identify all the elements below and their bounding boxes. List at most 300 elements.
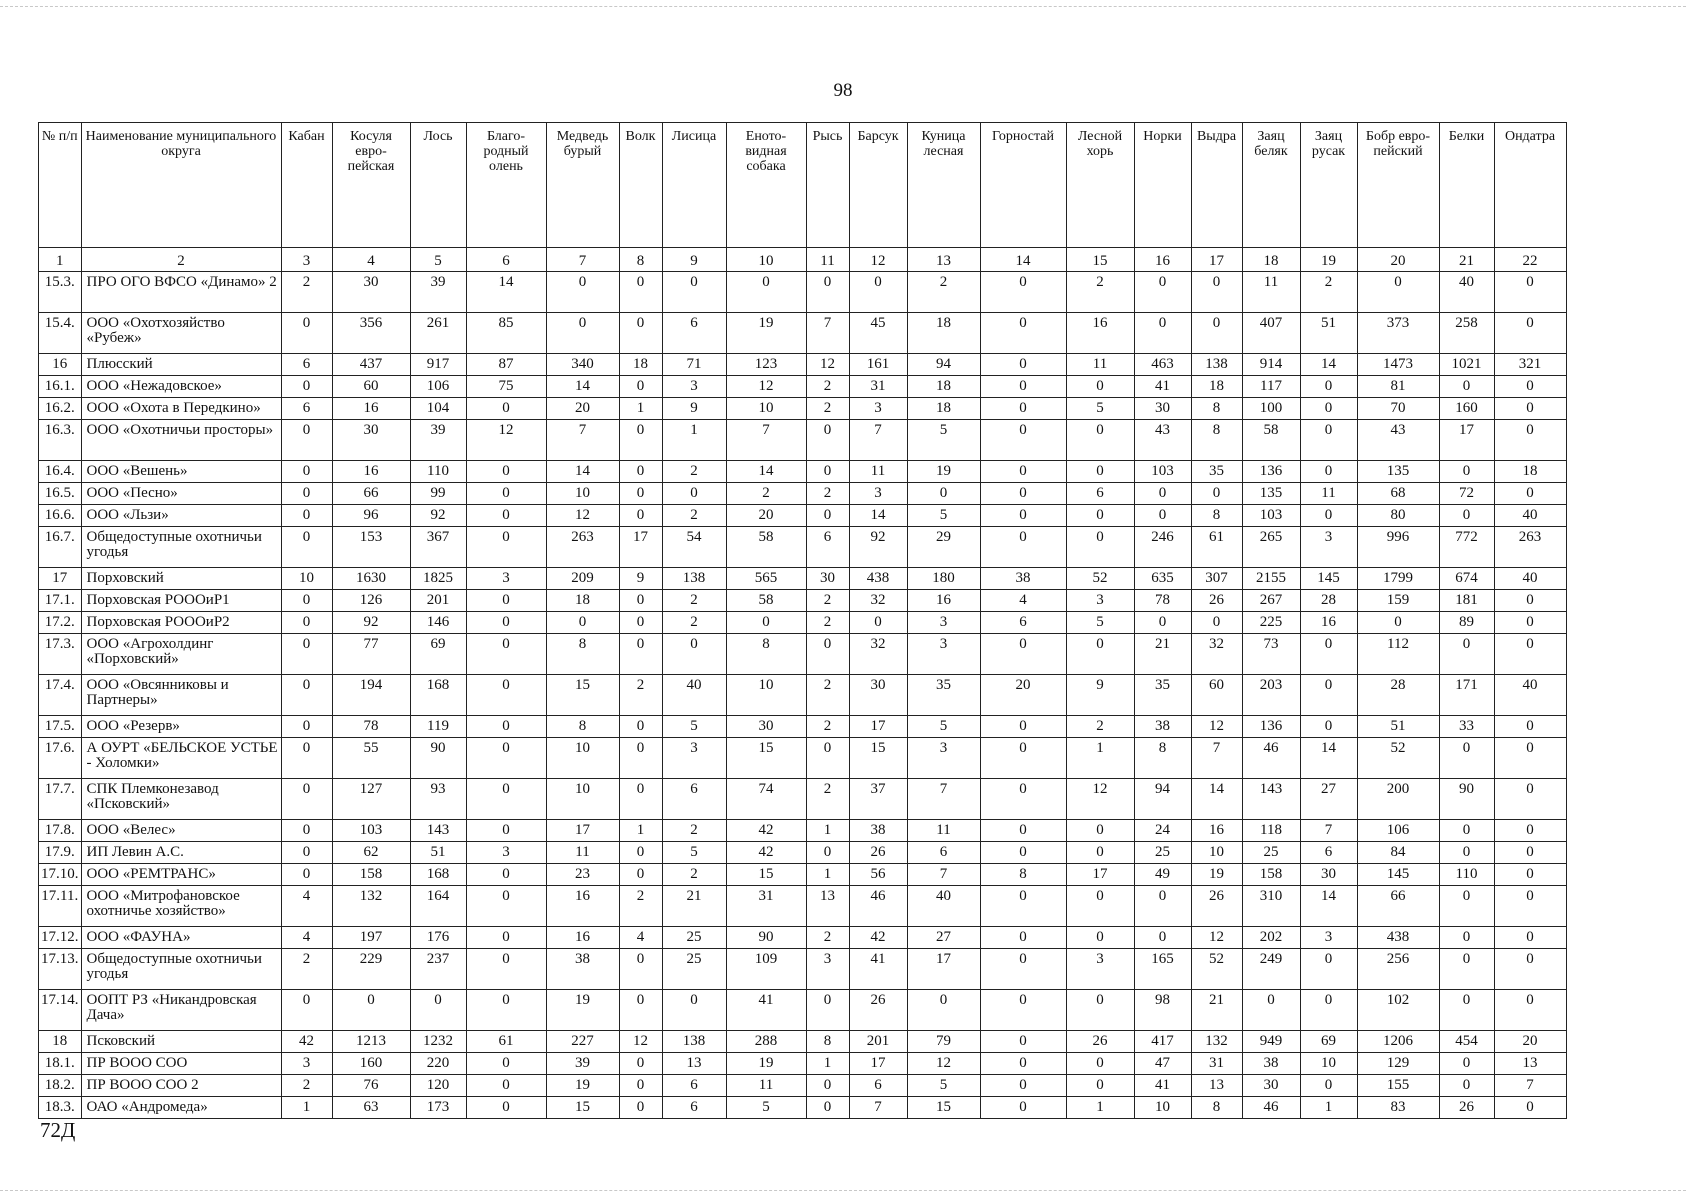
cell-value: 0 bbox=[1066, 820, 1134, 842]
cell-value: 0 bbox=[1439, 949, 1494, 990]
cell-value: 21 bbox=[1191, 990, 1242, 1031]
cell-value: 2155 bbox=[1242, 568, 1300, 590]
cell-value: 38 bbox=[849, 820, 907, 842]
cell-value: 32 bbox=[849, 634, 907, 675]
cell-value: 7 bbox=[849, 1097, 907, 1119]
cell-value: 0 bbox=[980, 820, 1066, 842]
cell-value: 60 bbox=[332, 376, 410, 398]
cell-value: 112 bbox=[1357, 634, 1439, 675]
cell-value: 17 bbox=[619, 527, 662, 568]
column-number: 5 bbox=[410, 248, 466, 272]
cell-value: 2 bbox=[1300, 272, 1357, 313]
cell-value: 159 bbox=[1357, 590, 1439, 612]
column-header: Бобр евро-пейский bbox=[1357, 123, 1439, 248]
cell-value: 18 bbox=[907, 313, 980, 354]
cell-value: 12 bbox=[1191, 927, 1242, 949]
cell-value: 11 bbox=[1066, 354, 1134, 376]
cell-value: 10 bbox=[726, 675, 806, 716]
cell-value: 54 bbox=[662, 527, 726, 568]
cell-value: 0 bbox=[619, 779, 662, 820]
cell-value: 0 bbox=[546, 272, 619, 313]
cell-value: 60 bbox=[1191, 675, 1242, 716]
cell-value: 100 bbox=[1242, 398, 1300, 420]
column-number: 19 bbox=[1300, 248, 1357, 272]
cell-value: 30 bbox=[332, 420, 410, 461]
cell-value: 180 bbox=[907, 568, 980, 590]
cell-value: 0 bbox=[1300, 461, 1357, 483]
cell-value: 7 bbox=[907, 864, 980, 886]
cell-value: 0 bbox=[1300, 716, 1357, 738]
cell-value: 0 bbox=[619, 505, 662, 527]
cell-value: 39 bbox=[546, 1053, 619, 1075]
cell-value: 17 bbox=[849, 1053, 907, 1075]
cell-value: 4 bbox=[281, 886, 332, 927]
table-row bbox=[39, 886, 1567, 927]
row-id: 18 bbox=[39, 1031, 82, 1053]
cell-value: 143 bbox=[410, 820, 466, 842]
cell-value: 8 bbox=[546, 716, 619, 738]
row-id: 16 bbox=[39, 354, 82, 376]
cell-value: 340 bbox=[546, 354, 619, 376]
cell-value: 7 bbox=[849, 420, 907, 461]
cell-value: 2 bbox=[662, 505, 726, 527]
cell-value: 0 bbox=[466, 1097, 546, 1119]
cell-value: 17 bbox=[1066, 864, 1134, 886]
cell-value: 0 bbox=[1439, 738, 1494, 779]
cell-value: 0 bbox=[619, 420, 662, 461]
column-number: 7 bbox=[546, 248, 619, 272]
cell-value: 2 bbox=[806, 590, 849, 612]
cell-value: 2 bbox=[806, 779, 849, 820]
cell-value: 1630 bbox=[332, 568, 410, 590]
column-header: Выдра bbox=[1191, 123, 1242, 248]
row-name: ООО «ФАУНА» bbox=[81, 927, 281, 949]
cell-value: 2 bbox=[806, 612, 849, 634]
row-name: ООО «Охотничьи просторы» bbox=[81, 420, 281, 461]
table-row bbox=[39, 313, 1567, 354]
cell-value: 2 bbox=[281, 1075, 332, 1097]
cell-value: 5 bbox=[726, 1097, 806, 1119]
cell-value: 0 bbox=[1066, 842, 1134, 864]
cell-value: 0 bbox=[806, 461, 849, 483]
cell-value: 69 bbox=[1300, 1031, 1357, 1053]
row-name: ООО «Охотхозяйство «Рубеж» bbox=[81, 313, 281, 354]
cell-value: 0 bbox=[980, 634, 1066, 675]
cell-value: 0 bbox=[1300, 949, 1357, 990]
cell-value: 0 bbox=[806, 272, 849, 313]
row-name: Общедоступные охотничьи угодья bbox=[81, 949, 281, 990]
cell-value: 103 bbox=[332, 820, 410, 842]
cell-value: 0 bbox=[546, 313, 619, 354]
cell-value: 356 bbox=[332, 313, 410, 354]
cell-value: 0 bbox=[980, 779, 1066, 820]
cell-value: 0 bbox=[1191, 313, 1242, 354]
cell-value: 2 bbox=[281, 272, 332, 313]
cell-value: 0 bbox=[466, 949, 546, 990]
cell-value: 0 bbox=[466, 527, 546, 568]
cell-value: 0 bbox=[980, 1053, 1066, 1075]
cell-value: 0 bbox=[980, 738, 1066, 779]
cell-value: 58 bbox=[726, 527, 806, 568]
cell-value: 25 bbox=[662, 927, 726, 949]
cell-value: 5 bbox=[1066, 398, 1134, 420]
cell-value: 1 bbox=[662, 420, 726, 461]
cell-value: 16 bbox=[332, 461, 410, 483]
cell-value: 0 bbox=[466, 612, 546, 634]
cell-value: 0 bbox=[281, 716, 332, 738]
cell-value: 0 bbox=[662, 272, 726, 313]
cell-value: 42 bbox=[726, 820, 806, 842]
cell-value: 20 bbox=[1494, 1031, 1566, 1053]
cell-value: 0 bbox=[619, 483, 662, 505]
cell-value: 17 bbox=[907, 949, 980, 990]
cell-value: 103 bbox=[1134, 461, 1191, 483]
cell-value: 6 bbox=[806, 527, 849, 568]
column-number: 10 bbox=[726, 248, 806, 272]
table-row bbox=[39, 461, 1567, 483]
cell-value: 41 bbox=[1134, 376, 1191, 398]
cell-value: 28 bbox=[1300, 590, 1357, 612]
cell-value: 160 bbox=[1439, 398, 1494, 420]
cell-value: 0 bbox=[1300, 634, 1357, 675]
table-header-row bbox=[39, 123, 1567, 248]
cell-value: 168 bbox=[410, 675, 466, 716]
cell-value: 0 bbox=[466, 483, 546, 505]
cell-value: 0 bbox=[1494, 864, 1566, 886]
cell-value: 0 bbox=[1494, 842, 1566, 864]
cell-value: 13 bbox=[806, 886, 849, 927]
cell-value: 0 bbox=[1134, 927, 1191, 949]
cell-value: 4 bbox=[281, 927, 332, 949]
row-id: 16.1. bbox=[39, 376, 82, 398]
cell-value: 161 bbox=[849, 354, 907, 376]
cell-value: 132 bbox=[1191, 1031, 1242, 1053]
cell-value: 63 bbox=[332, 1097, 410, 1119]
cell-value: 35 bbox=[1191, 461, 1242, 483]
cell-value: 72 bbox=[1439, 483, 1494, 505]
cell-value: 46 bbox=[849, 886, 907, 927]
table-row bbox=[39, 527, 1567, 568]
cell-value: 66 bbox=[1357, 886, 1439, 927]
row-name: ООО «Митрофановское охотничье хозяйство» bbox=[81, 886, 281, 927]
cell-value: 0 bbox=[466, 505, 546, 527]
table-row bbox=[39, 779, 1567, 820]
cell-value: 0 bbox=[281, 779, 332, 820]
cell-value: 2 bbox=[806, 398, 849, 420]
column-header: Еното-видная собака bbox=[726, 123, 806, 248]
cell-value: 0 bbox=[281, 590, 332, 612]
cell-value: 1 bbox=[1066, 1097, 1134, 1119]
cell-value: 18 bbox=[907, 398, 980, 420]
column-number: 17 bbox=[1191, 248, 1242, 272]
cell-value: 19 bbox=[546, 990, 619, 1031]
cell-value: 35 bbox=[1134, 675, 1191, 716]
cell-value: 118 bbox=[1242, 820, 1300, 842]
cell-value: 367 bbox=[410, 527, 466, 568]
cell-value: 153 bbox=[332, 527, 410, 568]
cell-value: 2 bbox=[662, 612, 726, 634]
cell-value: 0 bbox=[806, 738, 849, 779]
cell-value: 9 bbox=[1066, 675, 1134, 716]
cell-value: 0 bbox=[980, 354, 1066, 376]
cell-value: 16 bbox=[546, 927, 619, 949]
cell-value: 75 bbox=[466, 376, 546, 398]
cell-value: 288 bbox=[726, 1031, 806, 1053]
cell-value: 6 bbox=[1300, 842, 1357, 864]
row-name: ИП Левин А.С. bbox=[81, 842, 281, 864]
column-header: Заяц беляк bbox=[1242, 123, 1300, 248]
column-header: Норки bbox=[1134, 123, 1191, 248]
cell-value: 3 bbox=[806, 949, 849, 990]
table-row bbox=[39, 949, 1567, 990]
table-row bbox=[39, 1097, 1567, 1119]
cell-value: 26 bbox=[1191, 886, 1242, 927]
column-number-row bbox=[39, 248, 1567, 272]
cell-value: 0 bbox=[806, 1075, 849, 1097]
cell-value: 117 bbox=[1242, 376, 1300, 398]
cell-value: 321 bbox=[1494, 354, 1566, 376]
cell-value: 160 bbox=[332, 1053, 410, 1075]
cell-value: 8 bbox=[1191, 420, 1242, 461]
row-id: 17.9. bbox=[39, 842, 82, 864]
cell-value: 229 bbox=[332, 949, 410, 990]
cell-value: 11 bbox=[726, 1075, 806, 1097]
cell-value: 20 bbox=[980, 675, 1066, 716]
cell-value: 109 bbox=[726, 949, 806, 990]
cell-value: 0 bbox=[726, 272, 806, 313]
cell-value: 0 bbox=[726, 612, 806, 634]
cell-value: 49 bbox=[1134, 864, 1191, 886]
table-row bbox=[39, 1053, 1567, 1075]
cell-value: 0 bbox=[1191, 483, 1242, 505]
cell-value: 10 bbox=[726, 398, 806, 420]
cell-value: 0 bbox=[1494, 820, 1566, 842]
cell-value: 8 bbox=[1191, 505, 1242, 527]
row-id: 17.12. bbox=[39, 927, 82, 949]
cell-value: 0 bbox=[1066, 927, 1134, 949]
cell-value: 0 bbox=[1066, 461, 1134, 483]
table-row bbox=[39, 376, 1567, 398]
table-row bbox=[39, 568, 1567, 590]
cell-value: 1213 bbox=[332, 1031, 410, 1053]
cell-value: 145 bbox=[1300, 568, 1357, 590]
row-name: ПР ВООО СОО 2 bbox=[81, 1075, 281, 1097]
cell-value: 1 bbox=[281, 1097, 332, 1119]
cell-value: 0 bbox=[466, 1075, 546, 1097]
cell-value: 17 bbox=[849, 716, 907, 738]
cell-value: 0 bbox=[1134, 313, 1191, 354]
cell-value: 0 bbox=[1134, 505, 1191, 527]
cell-value: 0 bbox=[466, 1053, 546, 1075]
cell-value: 158 bbox=[1242, 864, 1300, 886]
cell-value: 6 bbox=[281, 354, 332, 376]
cell-value: 4 bbox=[619, 927, 662, 949]
cell-value: 263 bbox=[546, 527, 619, 568]
row-name: ООО «РЕМТРАНС» bbox=[81, 864, 281, 886]
cell-value: 15 bbox=[546, 1097, 619, 1119]
cell-value: 85 bbox=[466, 313, 546, 354]
cell-value: 237 bbox=[410, 949, 466, 990]
cell-value: 28 bbox=[1357, 675, 1439, 716]
column-number: 3 bbox=[281, 248, 332, 272]
cell-value: 10 bbox=[1134, 1097, 1191, 1119]
cell-value: 674 bbox=[1439, 568, 1494, 590]
column-header: Заяц русак bbox=[1300, 123, 1357, 248]
cell-value: 996 bbox=[1357, 527, 1439, 568]
cell-value: 52 bbox=[1066, 568, 1134, 590]
cell-value: 99 bbox=[410, 483, 466, 505]
cell-value: 772 bbox=[1439, 527, 1494, 568]
cell-value: 92 bbox=[410, 505, 466, 527]
row-id: 17.2. bbox=[39, 612, 82, 634]
cell-value: 5 bbox=[907, 420, 980, 461]
cell-value: 2 bbox=[806, 483, 849, 505]
cell-value: 47 bbox=[1134, 1053, 1191, 1075]
cell-value: 0 bbox=[1191, 612, 1242, 634]
cell-value: 74 bbox=[726, 779, 806, 820]
cell-value: 18 bbox=[619, 354, 662, 376]
cell-value: 0 bbox=[1134, 612, 1191, 634]
cell-value: 417 bbox=[1134, 1031, 1191, 1053]
row-name: ООО «Вешень» bbox=[81, 461, 281, 483]
cell-value: 0 bbox=[1494, 990, 1566, 1031]
cell-value: 16 bbox=[1300, 612, 1357, 634]
cell-value: 19 bbox=[726, 313, 806, 354]
cell-value: 0 bbox=[1134, 483, 1191, 505]
cell-value: 0 bbox=[1439, 505, 1494, 527]
cell-value: 21 bbox=[662, 886, 726, 927]
table-row bbox=[39, 990, 1567, 1031]
column-header: Белки bbox=[1439, 123, 1494, 248]
cell-value: 0 bbox=[281, 738, 332, 779]
cell-value: 173 bbox=[410, 1097, 466, 1119]
column-header: Лось bbox=[410, 123, 466, 248]
cell-value: 71 bbox=[662, 354, 726, 376]
scan-edge-bottom bbox=[0, 1190, 1686, 1191]
cell-value: 0 bbox=[281, 864, 332, 886]
column-number: 18 bbox=[1242, 248, 1300, 272]
column-number: 16 bbox=[1134, 248, 1191, 272]
cell-value: 0 bbox=[619, 716, 662, 738]
cell-value: 78 bbox=[332, 716, 410, 738]
cell-value: 0 bbox=[1494, 590, 1566, 612]
column-number: 1 bbox=[39, 248, 82, 272]
cell-value: 3 bbox=[907, 634, 980, 675]
cell-value: 87 bbox=[466, 354, 546, 376]
cell-value: 84 bbox=[1357, 842, 1439, 864]
cell-value: 0 bbox=[662, 483, 726, 505]
column-header: Медведь бурый bbox=[546, 123, 619, 248]
cell-value: 3 bbox=[907, 612, 980, 634]
cell-value: 265 bbox=[1242, 527, 1300, 568]
column-number: 14 bbox=[980, 248, 1066, 272]
table-row bbox=[39, 272, 1567, 313]
cell-value: 0 bbox=[1439, 461, 1494, 483]
cell-value: 1 bbox=[1300, 1097, 1357, 1119]
cell-value: 0 bbox=[546, 612, 619, 634]
column-number: 21 bbox=[1439, 248, 1494, 272]
cell-value: 14 bbox=[849, 505, 907, 527]
cell-value: 0 bbox=[1134, 272, 1191, 313]
cell-value: 2 bbox=[806, 675, 849, 716]
row-name: СПК Племконезавод «Псковский» bbox=[81, 779, 281, 820]
cell-value: 14 bbox=[1300, 886, 1357, 927]
cell-value: 15 bbox=[849, 738, 907, 779]
row-id: 17.11. bbox=[39, 886, 82, 927]
cell-value: 0 bbox=[1066, 505, 1134, 527]
cell-value: 38 bbox=[1242, 1053, 1300, 1075]
cell-value: 0 bbox=[1191, 272, 1242, 313]
cell-value: 454 bbox=[1439, 1031, 1494, 1053]
cell-value: 0 bbox=[1300, 505, 1357, 527]
cell-value: 61 bbox=[1191, 527, 1242, 568]
cell-value: 9 bbox=[619, 568, 662, 590]
cell-value: 119 bbox=[410, 716, 466, 738]
cell-value: 0 bbox=[980, 461, 1066, 483]
cell-value: 176 bbox=[410, 927, 466, 949]
cell-value: 0 bbox=[1439, 376, 1494, 398]
cell-value: 0 bbox=[1066, 634, 1134, 675]
cell-value: 3 bbox=[281, 1053, 332, 1075]
cell-value: 0 bbox=[1300, 420, 1357, 461]
cell-value: 0 bbox=[1494, 272, 1566, 313]
cell-value: 0 bbox=[980, 949, 1066, 990]
row-id: 17.6. bbox=[39, 738, 82, 779]
cell-value: 0 bbox=[466, 634, 546, 675]
cell-value: 16 bbox=[546, 886, 619, 927]
row-id: 15.3. bbox=[39, 272, 82, 313]
row-id: 16.5. bbox=[39, 483, 82, 505]
cell-value: 3 bbox=[662, 738, 726, 779]
cell-value: 0 bbox=[1066, 1053, 1134, 1075]
animal-census-table bbox=[38, 122, 1567, 1119]
cell-value: 1206 bbox=[1357, 1031, 1439, 1053]
cell-value: 202 bbox=[1242, 927, 1300, 949]
cell-value: 438 bbox=[849, 568, 907, 590]
cell-value: 168 bbox=[410, 864, 466, 886]
cell-value: 30 bbox=[332, 272, 410, 313]
cell-value: 19 bbox=[1191, 864, 1242, 886]
cell-value: 13 bbox=[662, 1053, 726, 1075]
cell-value: 0 bbox=[1494, 1097, 1566, 1119]
row-id: 18.3. bbox=[39, 1097, 82, 1119]
cell-value: 3 bbox=[907, 738, 980, 779]
cell-value: 0 bbox=[619, 1075, 662, 1097]
cell-value: 11 bbox=[1300, 483, 1357, 505]
cell-value: 0 bbox=[281, 483, 332, 505]
cell-value: 90 bbox=[726, 927, 806, 949]
cell-value: 10 bbox=[546, 483, 619, 505]
cell-value: 263 bbox=[1494, 527, 1566, 568]
cell-value: 1 bbox=[619, 820, 662, 842]
cell-value: 0 bbox=[619, 990, 662, 1031]
cell-value: 267 bbox=[1242, 590, 1300, 612]
cell-value: 26 bbox=[849, 842, 907, 864]
cell-value: 0 bbox=[980, 398, 1066, 420]
cell-value: 6 bbox=[662, 1097, 726, 1119]
cell-value: 0 bbox=[1494, 483, 1566, 505]
table-row bbox=[39, 820, 1567, 842]
cell-value: 19 bbox=[726, 1053, 806, 1075]
cell-value: 0 bbox=[281, 313, 332, 354]
cell-value: 5 bbox=[662, 716, 726, 738]
cell-value: 8 bbox=[1191, 1097, 1242, 1119]
cell-value: 58 bbox=[726, 590, 806, 612]
column-number: 13 bbox=[907, 248, 980, 272]
row-id: 16.6. bbox=[39, 505, 82, 527]
cell-value: 0 bbox=[907, 990, 980, 1031]
cell-value: 11 bbox=[546, 842, 619, 864]
